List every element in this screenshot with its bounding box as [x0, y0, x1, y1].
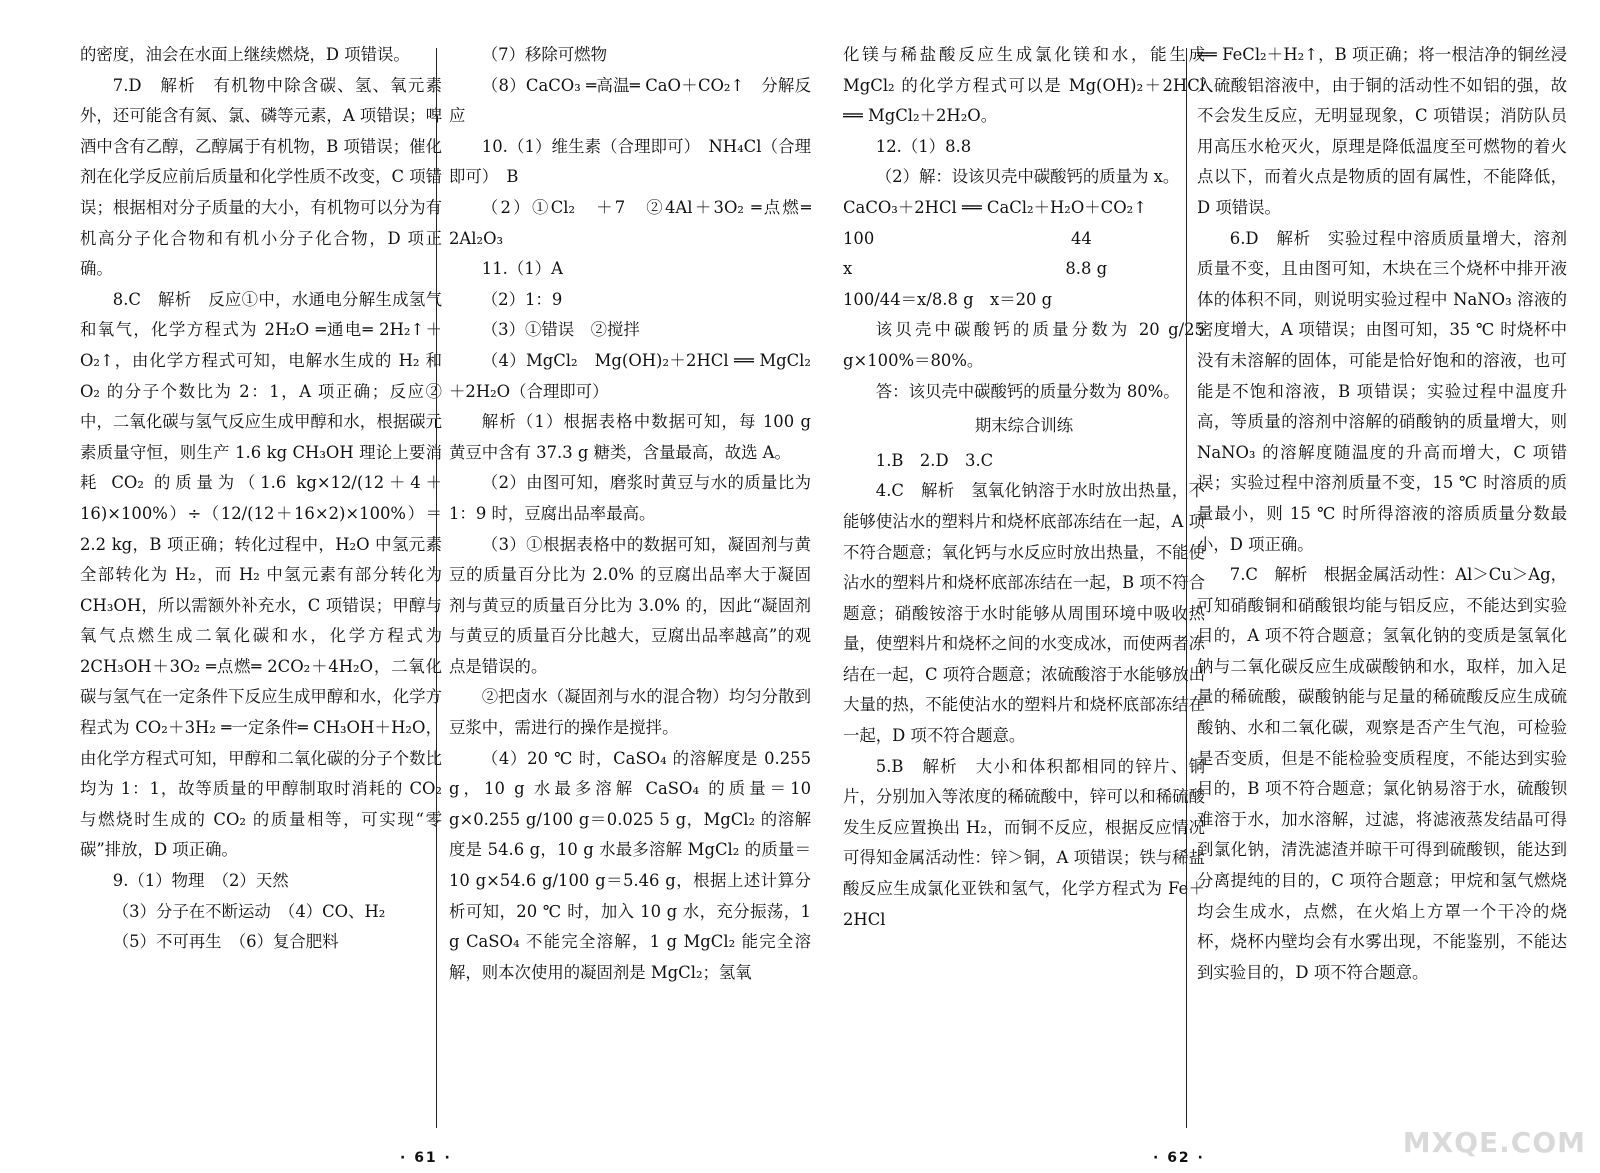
answer-1-3: 1.B 2.D 3.C	[875, 450, 994, 470]
paragraph: ══ FeCl₂＋H₂↑，B 项正确；将一根洁净的铜丝浸入硫酸铝溶液中，由于铜的活动性不如铝的强，故不会发生反应，无明显现象，C 项错误；消防队员用高压水枪灭火，原理是降低温度至可燃物的着火点以下，而着火点是物质的固有属性，不能降低，D 项错误。	[1197, 45, 1567, 217]
answer-line: （8）CaCO₃ ═高温═ CaO＋CO₂↑ 分解反应	[449, 75, 811, 126]
column-divider	[1186, 48, 1187, 1128]
answer-8: 8.C 解析 反应①中，水通电分解生成氢气和氧气，化学方程式为 2H₂O ═通电═ 2H₂↑＋O₂↑，由化学方程式可知，电解水生成的 H₂ 和 O₂ 的分子个数比为 2：1，A 项正确；反应②中，二氧化碳与氢气反应生成甲醇和水，根据碳元素质量守恒，则生产 1.6 kg CH₃OH 理论上要消耗 CO₂ 的质量为（1.6 kg×12/(12＋4＋16)×100%）÷（12/(12＋16×2)×100%）＝2.2 kg，B 项正确；转化过程中，H₂O 中氢元素全部转化为 H₂，而 H₂ 中氢元素有部分转化为 CH₃OH，所以需额外补充水，C 项错误；甲醇与氧气点燃生成二氧化碳和水，化学方程式为 2CH₃OH＋3O₂ ═点燃═ 2CO₂＋4H₂O，二氧化碳与氢气在一定条件下反应生成甲醇和水，化学方程式为 CO₂＋3H₂ ═一定条件═ CH₃OH＋H₂O，由化学方程式可知，甲醇和二氧化碳的分子个数比均为 1：1，故等质量的甲醇制取时消耗的 CO₂ 与燃烧时生成的 CO₂ 的质量相等，可实现“零碳”排放，D 项正确。	[80, 289, 442, 860]
paragraph: 的密度，油会在水面上继续燃烧，D 项错误。	[80, 45, 410, 64]
answer-5: 5.B 解析 大小和体积都相同的锌片、铜片，分别加入等浓度的稀硫酸中，锌可以和稀硫酸发生反应置换出 H₂，而铜不反应，根据反应情况可得知金属活动性：锌＞铜，A 项错误；铁与稀盐酸反应生成氯化亚铁和氢气，化学方程式为 Fe＋2HCl	[843, 756, 1205, 929]
answer-4: 4.C 解析 氢氧化钠溶于水时放出热量，不能够使沾水的塑料片和烧杯底部冻结在一起，A 项不符合题意；氧化钙与水反应时放出热量，不能使沾水的塑料片和烧杯底部冻结在一起，B 项不符合题意；硝酸铵溶于水时能够从周围环境中吸收热量，使塑料片和烧杯之间的水变成冰，而使两者冻结在一起，C 项符合题意；浓硫酸溶于水能够放出大量的热，不能使沾水的塑料片和烧杯底部冻结在一起，D 项不符合题意。	[843, 481, 1205, 746]
answer-10: 10.（1）维生素（合理即可） NH₄Cl（合理即可） B	[449, 136, 811, 187]
answer-line: （2）①Cl₂ ＋7 ②4Al＋3O₂ ═点燃═ 2Al₂O₃	[449, 197, 811, 248]
page-number-left: · 61 ·	[400, 1150, 452, 1166]
column-4	[1197, 40, 1567, 1130]
paragraph: 化镁与稀盐酸反应生成氯化镁和水，能生成 MgCl₂ 的化学方程式可以是 Mg(OH)₂＋2HCl ══ MgCl₂＋2H₂O。	[843, 45, 1205, 126]
answer-line: （5）不可再生 （6）复合肥料	[112, 932, 339, 952]
explanation: （3）①根据表格中的数据可知，凝固剂与黄豆的质量百分比为 2.0% 的豆腐出品率大于凝固剂与黄豆的质量百分比为 3.0% 的，因此“凝固剂与黄豆的质量百分比越大，豆腐出品率越高”的观点是错误的。	[449, 534, 811, 676]
answer-line: 该贝壳中碳酸钙的质量分数为 20 g/25 g×100%＝80%。	[843, 320, 1205, 370]
answer-line: 答：该贝壳中碳酸钙的质量分数为 80%。	[875, 381, 1180, 401]
column-2	[449, 40, 811, 1130]
explanation: 解析（1）根据表格中数据可知，每 100 g 黄豆中含有 37.3 g 糖类，含量最高，故选 A。	[449, 412, 811, 462]
explanation: ②把卤水（凝固剂与水的混合物）均匀分散到豆浆中，需进行的操作是搅拌。	[449, 687, 811, 738]
explanation: （4）20 ℃ 时，CaSO₄ 的溶解度是 0.255 g，10 g 水最多溶解 CaSO₄ 的质量＝10 g×0.255 g/100 g＝0.025 5 g，MgCl₂ 的溶解度是 54.6 g，10 g 水最多溶解 MgCl₂ 的质量＝10 g×54.6 g/100 g＝5.46 g，根据上述计算分析可知，20 ℃ 时，加入 10 g 水，充分振荡，1 g CaSO₄ 不能完全溶解，1 g MgCl₂ 能完全溶解，则本次使用的凝固剂是 MgCl₂；氢氧	[449, 748, 811, 982]
watermark: MXQE.COM	[1402, 1126, 1586, 1159]
answer-11: 11.（1）A	[481, 259, 563, 279]
answer-line: （2）1：9	[481, 289, 563, 309]
column-1	[80, 40, 442, 1130]
equation: CaCO₃＋2HCl ══ CaCl₂＋H₂O＋CO₂↑	[843, 197, 1147, 217]
equation: 100/44＝x/8.8 g x＝20 g	[843, 289, 1053, 309]
answer-9: 9.（1）物理 （2）天然	[112, 871, 289, 891]
section-heading: 期末综合训练	[974, 416, 1074, 436]
answer-line: （4）MgCl₂ Mg(OH)₂＋2HCl ══ MgCl₂＋2H₂O（合理即可）	[449, 350, 811, 401]
explanation: （2）由图可知，磨浆时黄豆与水的质量比为 1：9 时，豆腐出品率最高。	[449, 473, 811, 523]
answer-line: （3）分子在不断运动 （4）CO、H₂	[112, 901, 386, 921]
answer-line: （2）解：设该贝壳中碳酸钙的质量为 x。	[875, 167, 1180, 187]
answer-6: 6.D 解析 实验过程中溶质质量增大，溶剂质量不变，且由图可知，木块在三个烧杯中排开液体的体积不同，则说明实验过程中 NaNO₃ 溶液的密度增大，A 项错误；由图可知，35 ℃ 时烧杯中没有未溶解的固体，可能是恰好饱和的溶液，也可能是不饱和溶液，B 项错误；实验过程中温度升高，等质量的溶剂中溶解的硝酸钠的质量增大，则 NaNO₃ 的溶解度随温度的升高而增大，C 项错误；实验过程中溶剂质量不变，15 ℃ 时溶质的质量最小，则 15 ℃ 时所得溶液的溶质质量分数最小，D 项正确。	[1197, 228, 1567, 554]
equation-ratio: 100 44	[843, 228, 1092, 248]
answer-line: （7）移除可燃物	[481, 45, 607, 64]
answer-7: 7.D 解析 有机物中除含碳、氢、氧元素外，还可能含有氮、氯、磷等元素，A 项错误；啤酒中含有乙醇，乙醇属于有机物，B 项错误；催化剂在化学反应前后质量和化学性质不改变，C 项错误；根据相对分子质量的大小，有机物可以分为有机高分子化合物和有机小分子化合物，D 项正确。	[80, 75, 442, 279]
answer-line: （3）①错误 ②搅拌	[481, 320, 640, 340]
answer-12: 12.（1）8.8	[875, 136, 972, 156]
column-3	[843, 40, 1205, 1130]
answer-7: 7.C 解析 根据金属活动性：Al＞Cu＞Ag，可知硝酸铜和硝酸银均能与铝反应，不能达到实验目的，A 项不符合题意；氢氧化钠的变质是氢氧化钠与二氧化碳反应生成碳酸钠和水，取样，加入足量的稀硫酸，碳酸钠能与足量的稀硫酸反应生成硫酸钠、水和二氧化碳，观察是否产生气泡，可检验是否变质，但是不能检验变质程度，不能达到实验目的，B 项不符合题意；氯化钠易溶于水，硫酸钡难溶于水，加水溶解，过滤，将滤液蒸发结晶可得到氯化钠，清洗滤渣并晾干可得到硫酸钡，能达到分离提纯的目的，C 项符合题意；甲烷和氢气燃烧均会生成水，点燃，在火焰上方罩一个干冷的烧杯，烧杯内壁均会有水雾出现，不能鉴别，不能达到实验目的，D 项不符合题意。	[1197, 565, 1567, 982]
column-divider	[436, 48, 437, 1128]
equation-ratio: x 8.8 g	[843, 259, 1108, 279]
page-number-right: · 62 ·	[1153, 1150, 1205, 1166]
